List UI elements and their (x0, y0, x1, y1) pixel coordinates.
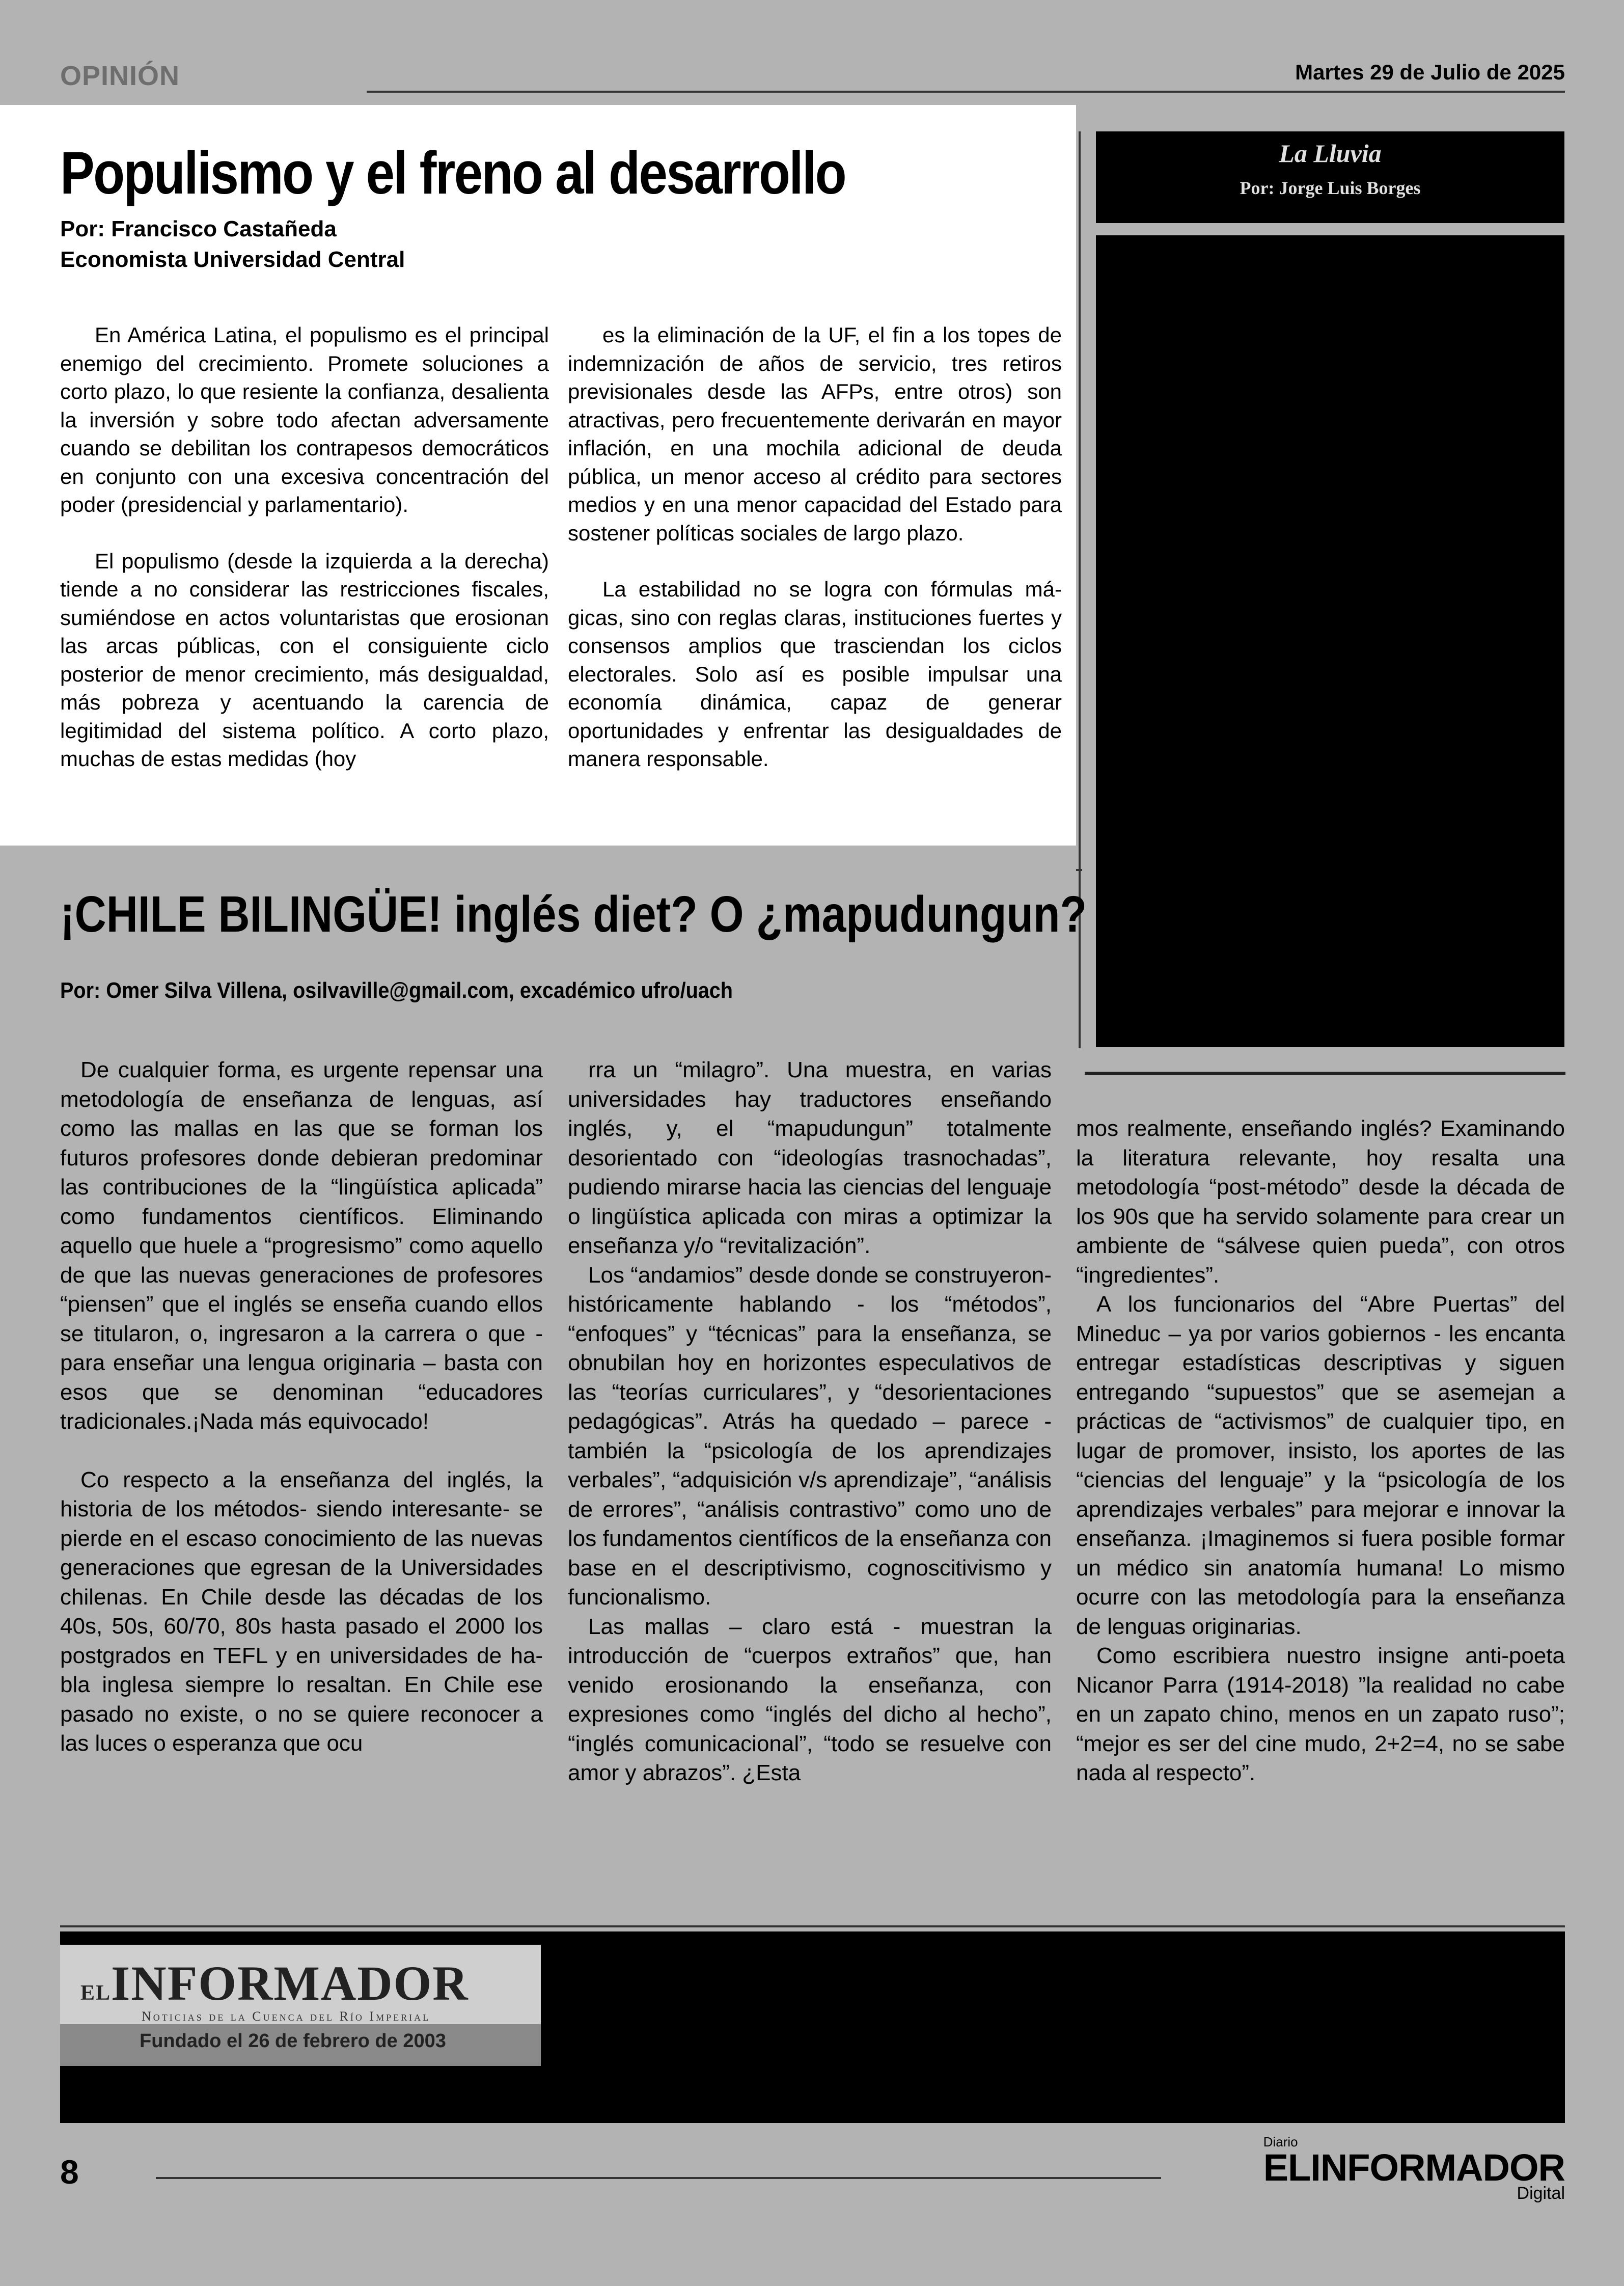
brand-top-label: Diario (1263, 2134, 1298, 2149)
poem-body (1096, 235, 1564, 1047)
article-1-title: Populismo y el freno al desarrollo (60, 140, 846, 207)
poem-title: La Lluvia (1279, 139, 1382, 168)
section-label: OPINIÓN (60, 61, 180, 91)
poem-author: Por: Jorge Luis Borges (1240, 178, 1421, 198)
page-number: 8 (60, 2153, 79, 2191)
paragraph: Co respecto a la enseñanza del inglés, la historia de los métodos- siendo interesante- se pierde en el escaso conocimiento de las nuevas generaciones que egresan de la Universidades chilenas. En Chile desde las décadas de los 40s, 50s, 60/70, 80s hasta pasado el 2000 los postgrados en TEFL y en universidades de habla inglesa siempre lo resaltan. En Chile ese pasado no existe, o no se quiere reconocer a las luces o esperanza que ocu (60, 1467, 543, 1756)
paragraph: De cualquier forma, es urgente repensar una metodología de enseñanza de lenguas, así como las mallas en las que se forman los futuros profesores donde debieran predominar las contribuciones de la “lingüística aplicada” como fundamentos científicos. Eliminando aquello que huele a “progresismo” como aquello de que las nuevas generaciones de profesores “piensen” que el inglés se enseña cuando ellos se titularon, o, ingresaron a la carrera o que -para enseñar una lengua originaria – basta con esos que se denominan “educadores tradicionales.¡Nada más equivocado! (60, 1057, 543, 1434)
article-2-column-2 (568, 1055, 1052, 1788)
header-rule (367, 91, 1565, 93)
article-1-author: Por: Francisco Castañeda (60, 216, 337, 241)
poem-header (1096, 131, 1564, 223)
logo-founded-text: Fundado el 26 de febrero de 2003 (140, 2030, 446, 2052)
logo-tagline: Noticias de la Cuenca del Río Imperial (142, 2009, 431, 2024)
footer-rule (60, 1925, 1565, 1927)
paragraph: Los “andamios” desde donde se construyeron- históricamente hablando - los “métodos”, “enfoques” y “técnicas” para la enseñanza, se obnubilan hoy en horizontes especulativos de las “teorías curriculares”, y “desorientaciones pedagógicas”. Atrás ha quedado – parece - también la “psicología de los aprendizajes verbales”, “adquisición v/s aprendizaje”, “análisis de errores”, “análisis contrastivo” como uno de los fundamentos científicos de la enseñanza con base en el descriptivismo, cognoscitivismo y funcionalismo. (568, 1262, 1052, 1610)
paragraph: Como escribiera nuestro insigne anti-poeta Nicanor Parra (1914-2018) ”la realidad no cabe en un zapato chino, menos en un zapato ruso”; “mejor es ser del cine mudo, 2+2=4, no se sabe nada al respecto”. (1076, 1643, 1565, 1785)
paragraph: La estabilidad no se logra con fórmulas mágicas, sino con reglas claras, instituciones fuertes y consensos amplios que trasciendan los ciclos electorales. Solo así es posible impulsar una economía dinámica, capaz de generar oportunidades y enfrentar las desigualdades de manera responsable. (568, 577, 1062, 771)
article-1-column-2 (568, 321, 1062, 773)
diario-el-informador-brand (1263, 2134, 1565, 2201)
sidebar-bottom-rule (1085, 1072, 1565, 1075)
issue-date: Martes 29 de Julio de 2025 (1295, 60, 1565, 84)
article-2-byline: Por: Omer Silva Villena, osilvaville@gmail.com, excadémico ufro/uach (60, 978, 733, 1003)
footer-line (156, 2177, 1161, 2179)
logo-band (60, 2024, 541, 2063)
paragraph: es la eliminación de la UF, el fin a los topes de indemnización de años de servicio, tres retiros previsionales desde las AFPs, entre otros) son atractivas, pero frecuentemente derivarán en mayor inflación, en una mochila adicional de deuda pública, un menor acceso al crédito para sectores medios y en una menor capacidad del Estado para sostener políticas sociales de largo plazo. (568, 323, 1062, 545)
el-informador-logo (60, 1945, 541, 2066)
brand-sub-label: Digital (1517, 2184, 1565, 2203)
article-2-title: ¡CHILE BILINGÜE! inglés diet? O ¿mapudungun? (60, 886, 1087, 943)
article-1-affiliation: Economista Universidad Central (60, 247, 405, 272)
brand-name: ELINFORMADOR (1263, 2146, 1565, 2189)
paragraph: Las mallas – claro está - muestran la introducción de “cuerpos extraños” que, han venido erosionando la enseñanza, con expresiones como “inglés del dicho al hecho”, “inglés comunicacional”, “todo se resuelve con amor y abrazos”. ¿Esta (568, 1614, 1052, 1785)
article-1-column-1 (60, 321, 549, 773)
article-1-byline (60, 214, 405, 275)
article-2-column-3 (1076, 1114, 1565, 1788)
article-2-column-1 (60, 1055, 543, 1758)
paragraph: A los funcionarios del “Abre Puertas” del Mineduc – ya por varios gobiernos - les encanta entregar estadísticas descriptivas y siguen entregando “supuestos” que se asemejan a prácticas de “activismos” de cualquier tipo, en lugar de promover, insisto, los aportes de las “ciencias del lenguaje” y la “psicología de los aprendizajes verbales” para mejorar e innovar la enseñanza. ¡Imaginemos si fuera posible formar un médico sin anatomía humana! Lo mismo ocurre con las metodología para la enseñanza de lenguas originarias. (1076, 1292, 1565, 1639)
paragraph: El populismo (desde la izquierda a la derecha) tiende a no considerar las restricciones fiscales, sumiéndose en actos voluntaristas que erosionan las arcas públicas, con el consiguiente ciclo posterior de menor crecimiento, más desigualdad, más pobreza y acentuando la carencia de legitimidad del sistema político. A corto plazo, muchas de estas medidas (hoy (60, 549, 549, 771)
paragraph: En América Latina, el populismo es el principal enemigo del crecimiento. Promete soluciones a corto plazo, lo que resiente la confianza, desalienta la inversión y sobre todo afectan adversamente cuando se debilitan los contrapesos democráticos en conjunto con una excesiva concentración del poder (presidencial y parlamentario). (60, 323, 549, 516)
logo-wordmark: ELINFORMADOR (80, 1956, 469, 2010)
paragraph: mos realmente, enseñando inglés? Examinando la literatura relevante, hoy resalta una metodología “post-método” desde la década de los 90s que ha servido solamente para crear un ambiente de “sálvese quien pueda”, con otros “ingredientes”. (1076, 1116, 1565, 1288)
paragraph: rra un “milagro”. Una muestra, en varias universidades hay traductores enseñando inglés, y, el “mapudungun” totalmente desorientado con “ideologías trasnochadas”, pudiendo mirarse hacia las ciencias del lenguaje o lingüística aplicada con miras a optimizar la enseñanza y/o “revitalización”. (568, 1057, 1052, 1258)
